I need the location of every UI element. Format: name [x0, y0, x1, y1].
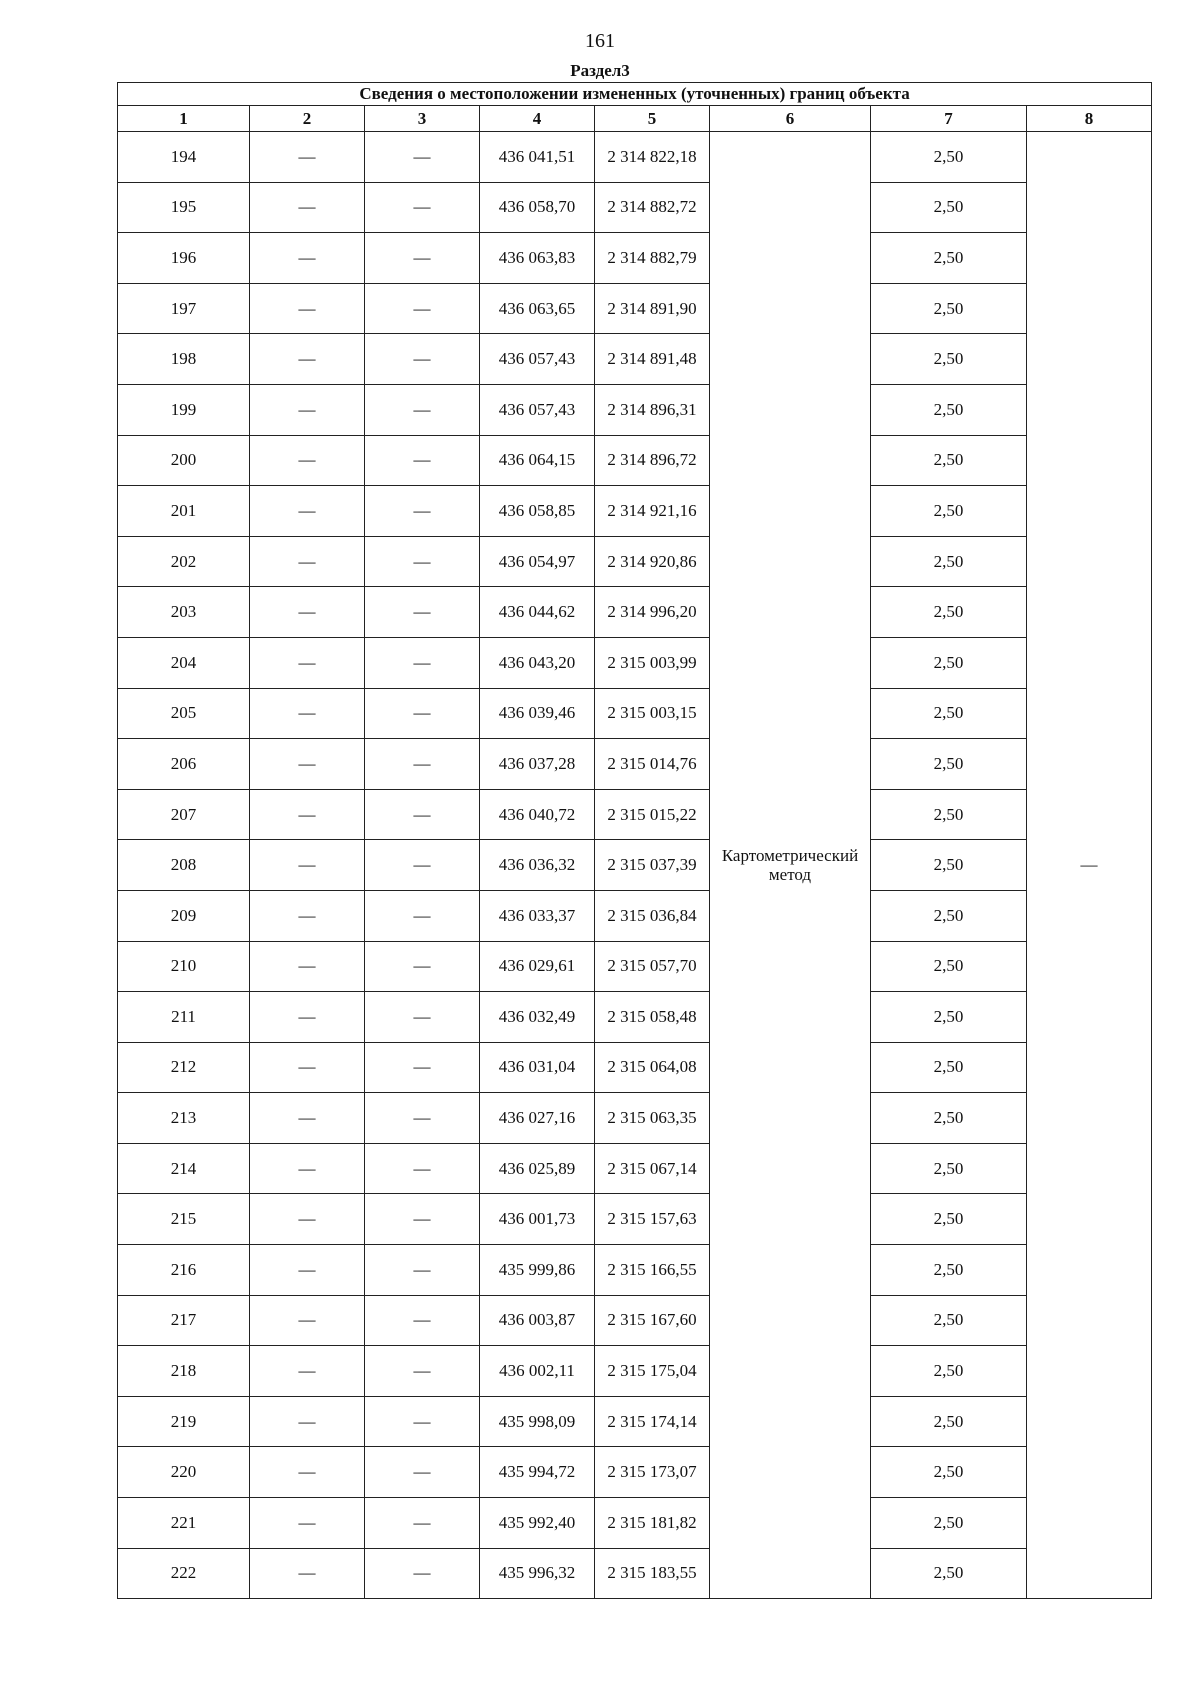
table-row: [118, 1447, 1152, 1498]
accuracy-cell: 2,50: [871, 334, 1027, 385]
column-number-5: 5: [595, 106, 710, 132]
point-number-cell: 209: [118, 890, 250, 941]
table-row: [118, 1093, 1152, 1144]
coordinate-x-cell: 435 999,86: [480, 1245, 595, 1296]
point-number-cell: 216: [118, 1245, 250, 1296]
table-row: [118, 536, 1152, 587]
table-row: [118, 283, 1152, 334]
column-3-cell: —: [365, 1245, 480, 1296]
column-3-cell: —: [365, 1498, 480, 1549]
point-number-cell: 203: [118, 587, 250, 638]
coordinate-x-cell: 436 036,32: [480, 840, 595, 891]
point-number-cell: 221: [118, 1498, 250, 1549]
column-2-cell: —: [250, 182, 365, 233]
column-3-cell: —: [365, 789, 480, 840]
accuracy-cell: 2,50: [871, 384, 1027, 435]
table-row: [118, 132, 1152, 183]
point-number-cell: 207: [118, 789, 250, 840]
coordinate-y-cell: 2 314 896,72: [595, 435, 710, 486]
point-number-cell: 205: [118, 688, 250, 739]
coordinate-y-cell: 2 315 058,48: [595, 992, 710, 1043]
coordinate-y-cell: 2 315 057,70: [595, 941, 710, 992]
column-3-cell: —: [365, 1093, 480, 1144]
coordinate-x-cell: 435 998,09: [480, 1396, 595, 1447]
coordinate-y-cell: 2 314 891,90: [595, 283, 710, 334]
accuracy-cell: 2,50: [871, 739, 1027, 790]
coordinate-x-cell: 436 057,43: [480, 334, 595, 385]
column-2-cell: —: [250, 1295, 365, 1346]
column-2-cell: —: [250, 1346, 365, 1397]
coordinate-x-cell: 436 027,16: [480, 1093, 595, 1144]
point-number-cell: 210: [118, 941, 250, 992]
table-row: [118, 688, 1152, 739]
coordinate-x-cell: 435 994,72: [480, 1447, 595, 1498]
method-cell: Картометрический метод: [710, 132, 871, 1599]
coordinate-x-cell: 436 058,70: [480, 182, 595, 233]
coordinate-y-cell: 2 315 015,22: [595, 789, 710, 840]
column-3-cell: —: [365, 739, 480, 790]
table-row: [118, 789, 1152, 840]
table-row: [118, 486, 1152, 537]
column-3-cell: —: [365, 840, 480, 891]
column-2-cell: —: [250, 890, 365, 941]
column-3-cell: —: [365, 334, 480, 385]
coordinate-x-cell: 436 002,11: [480, 1346, 595, 1397]
accuracy-cell: 2,50: [871, 1143, 1027, 1194]
column-number-7: 7: [871, 106, 1027, 132]
column-2-cell: —: [250, 992, 365, 1043]
column-2-cell: —: [250, 840, 365, 891]
column-2-cell: —: [250, 1498, 365, 1549]
coordinate-x-cell: 436 033,37: [480, 890, 595, 941]
accuracy-cell: 2,50: [871, 1042, 1027, 1093]
column-2-cell: —: [250, 536, 365, 587]
coordinate-x-cell: 436 039,46: [480, 688, 595, 739]
accuracy-cell: 2,50: [871, 1396, 1027, 1447]
accuracy-cell: 2,50: [871, 1548, 1027, 1599]
column-3-cell: —: [365, 1042, 480, 1093]
point-number-cell: 201: [118, 486, 250, 537]
table-row: [118, 1245, 1152, 1296]
coordinate-x-cell: 436 031,04: [480, 1042, 595, 1093]
coordinate-x-cell: 436 040,72: [480, 789, 595, 840]
point-number-cell: 222: [118, 1548, 250, 1599]
table-row: [118, 992, 1152, 1043]
table-row: [118, 384, 1152, 435]
accuracy-cell: 2,50: [871, 840, 1027, 891]
accuracy-cell: 2,50: [871, 789, 1027, 840]
accuracy-cell: 2,50: [871, 182, 1027, 233]
coordinate-y-cell: 2 315 173,07: [595, 1447, 710, 1498]
coordinate-y-cell: 2 315 037,39: [595, 840, 710, 891]
point-number-cell: 198: [118, 334, 250, 385]
accuracy-cell: 2,50: [871, 435, 1027, 486]
column-2-cell: —: [250, 941, 365, 992]
column-3-cell: —: [365, 688, 480, 739]
accuracy-cell: 2,50: [871, 1295, 1027, 1346]
column-number-6: 6: [710, 106, 871, 132]
section-title: Раздел3: [570, 61, 630, 80]
column-number-2: 2: [250, 106, 365, 132]
coordinate-x-cell: 436 044,62: [480, 587, 595, 638]
column-number-3: 3: [365, 106, 480, 132]
coordinate-y-cell: 2 315 181,82: [595, 1498, 710, 1549]
table-row: [118, 1295, 1152, 1346]
column-3-cell: —: [365, 992, 480, 1043]
column-3-cell: —: [365, 536, 480, 587]
accuracy-cell: 2,50: [871, 688, 1027, 739]
coordinate-x-cell: 436 029,61: [480, 941, 595, 992]
table-row: [118, 1143, 1152, 1194]
point-number-cell: 220: [118, 1447, 250, 1498]
point-number-cell: 204: [118, 637, 250, 688]
accuracy-cell: 2,50: [871, 1447, 1027, 1498]
column-2-cell: —: [250, 1042, 365, 1093]
coordinate-y-cell: 2 315 067,14: [595, 1143, 710, 1194]
coordinate-y-cell: 2 314 891,48: [595, 334, 710, 385]
accuracy-cell: 2,50: [871, 890, 1027, 941]
column-3-cell: —: [365, 1194, 480, 1245]
column-2-cell: —: [250, 587, 365, 638]
coordinate-y-cell: 2 315 036,84: [595, 890, 710, 941]
boundary-table: [117, 82, 1152, 1599]
coordinate-x-cell: 436 025,89: [480, 1143, 595, 1194]
table-caption: Сведения о местоположении измененных (уточненных) границ объекта: [118, 83, 1152, 106]
coordinate-y-cell: 2 314 921,16: [595, 486, 710, 537]
column-2-cell: —: [250, 233, 365, 284]
coordinate-x-cell: 436 043,20: [480, 637, 595, 688]
coordinate-x-cell: 436 063,83: [480, 233, 595, 284]
coordinate-y-cell: 2 314 822,18: [595, 132, 710, 183]
point-number-cell: 215: [118, 1194, 250, 1245]
coordinate-y-cell: 2 315 063,35: [595, 1093, 710, 1144]
point-number-cell: 219: [118, 1396, 250, 1447]
table-row: [118, 739, 1152, 790]
accuracy-cell: 2,50: [871, 1498, 1027, 1549]
point-number-cell: 211: [118, 992, 250, 1043]
column-2-cell: —: [250, 435, 365, 486]
accuracy-cell: 2,50: [871, 486, 1027, 537]
point-number-cell: 196: [118, 233, 250, 284]
coordinate-y-cell: 2 314 920,86: [595, 536, 710, 587]
table-row: [118, 182, 1152, 233]
column-3-cell: —: [365, 1396, 480, 1447]
coordinate-y-cell: 2 315 166,55: [595, 1245, 710, 1296]
table-row: [118, 1548, 1152, 1599]
column-number-8: 8: [1027, 106, 1152, 132]
accuracy-cell: 2,50: [871, 637, 1027, 688]
table-row: [118, 941, 1152, 992]
point-number-cell: 214: [118, 1143, 250, 1194]
table-row: [118, 587, 1152, 638]
accuracy-cell: 2,50: [871, 132, 1027, 183]
coordinate-y-cell: 2 315 014,76: [595, 739, 710, 790]
coordinate-x-cell: 436 001,73: [480, 1194, 595, 1245]
column-3-cell: —: [365, 890, 480, 941]
column-number-4: 4: [480, 106, 595, 132]
point-number-cell: 194: [118, 132, 250, 183]
column-2-cell: —: [250, 384, 365, 435]
column-3-cell: —: [365, 486, 480, 537]
coordinate-y-cell: 2 315 183,55: [595, 1548, 710, 1599]
column-3-cell: —: [365, 1143, 480, 1194]
accuracy-cell: 2,50: [871, 992, 1027, 1043]
table-row: [118, 1346, 1152, 1397]
accuracy-cell: 2,50: [871, 233, 1027, 284]
accuracy-cell: 2,50: [871, 1346, 1027, 1397]
column-2-cell: —: [250, 1093, 365, 1144]
column-2-cell: —: [250, 789, 365, 840]
table-row: [118, 637, 1152, 688]
coordinate-x-cell: 436 063,65: [480, 283, 595, 334]
coordinate-y-cell: 2 314 882,79: [595, 233, 710, 284]
table-caption-row: [118, 83, 1152, 106]
table-row: [118, 890, 1152, 941]
column-2-cell: —: [250, 1245, 365, 1296]
table-row: [118, 1194, 1152, 1245]
point-number-cell: 206: [118, 739, 250, 790]
accuracy-cell: 2,50: [871, 283, 1027, 334]
point-number-cell: 195: [118, 182, 250, 233]
accuracy-cell: 2,50: [871, 587, 1027, 638]
coordinate-x-cell: 436 003,87: [480, 1295, 595, 1346]
coordinate-y-cell: 2 315 003,99: [595, 637, 710, 688]
column-number-row: [118, 106, 1152, 132]
point-number-cell: 218: [118, 1346, 250, 1397]
page-number: 161: [585, 30, 615, 52]
column-3-cell: —: [365, 941, 480, 992]
column-8-cell: —: [1027, 132, 1152, 1599]
column-3-cell: —: [365, 435, 480, 486]
column-2-cell: —: [250, 739, 365, 790]
point-number-cell: 208: [118, 840, 250, 891]
coordinate-x-cell: 436 064,15: [480, 435, 595, 486]
point-number-cell: 217: [118, 1295, 250, 1346]
column-3-cell: —: [365, 233, 480, 284]
coordinate-x-cell: 435 996,32: [480, 1548, 595, 1599]
table-row: [118, 233, 1152, 284]
column-3-cell: —: [365, 1548, 480, 1599]
coordinate-y-cell: 2 315 064,08: [595, 1042, 710, 1093]
coordinate-x-cell: 436 058,85: [480, 486, 595, 537]
column-number-1: 1: [118, 106, 250, 132]
point-number-cell: 197: [118, 283, 250, 334]
column-2-cell: —: [250, 283, 365, 334]
coordinate-y-cell: 2 315 175,04: [595, 1346, 710, 1397]
column-3-cell: —: [365, 283, 480, 334]
column-3-cell: —: [365, 182, 480, 233]
column-2-cell: —: [250, 486, 365, 537]
coordinate-x-cell: 436 037,28: [480, 739, 595, 790]
accuracy-cell: 2,50: [871, 1245, 1027, 1296]
point-number-cell: 199: [118, 384, 250, 435]
column-2-cell: —: [250, 334, 365, 385]
coordinate-x-cell: 435 992,40: [480, 1498, 595, 1549]
point-number-cell: 213: [118, 1093, 250, 1144]
table-row: [118, 1042, 1152, 1093]
accuracy-cell: 2,50: [871, 1194, 1027, 1245]
coordinate-x-cell: 436 054,97: [480, 536, 595, 587]
column-3-cell: —: [365, 1447, 480, 1498]
coordinate-y-cell: 2 315 174,14: [595, 1396, 710, 1447]
table-row: [118, 334, 1152, 385]
point-number-cell: 202: [118, 536, 250, 587]
column-2-cell: —: [250, 1194, 365, 1245]
coordinate-y-cell: 2 315 167,60: [595, 1295, 710, 1346]
column-3-cell: —: [365, 587, 480, 638]
accuracy-cell: 2,50: [871, 1093, 1027, 1144]
column-3-cell: —: [365, 1346, 480, 1397]
column-2-cell: —: [250, 637, 365, 688]
column-2-cell: —: [250, 688, 365, 739]
column-3-cell: —: [365, 384, 480, 435]
coordinate-x-cell: 436 057,43: [480, 384, 595, 435]
column-3-cell: —: [365, 637, 480, 688]
accuracy-cell: 2,50: [871, 941, 1027, 992]
table-row: [118, 435, 1152, 486]
coordinate-y-cell: 2 314 996,20: [595, 587, 710, 638]
column-3-cell: —: [365, 1295, 480, 1346]
column-2-cell: —: [250, 1548, 365, 1599]
coordinate-x-cell: 436 041,51: [480, 132, 595, 183]
point-number-cell: 200: [118, 435, 250, 486]
coordinate-y-cell: 2 315 157,63: [595, 1194, 710, 1245]
table-row: [118, 840, 1152, 891]
column-2-cell: —: [250, 1396, 365, 1447]
column-2-cell: —: [250, 1447, 365, 1498]
accuracy-cell: 2,50: [871, 536, 1027, 587]
point-number-cell: 212: [118, 1042, 250, 1093]
column-2-cell: —: [250, 132, 365, 183]
table-row: [118, 1396, 1152, 1447]
table-row: [118, 1498, 1152, 1549]
coordinate-y-cell: 2 314 882,72: [595, 182, 710, 233]
coordinate-x-cell: 436 032,49: [480, 992, 595, 1043]
column-2-cell: —: [250, 1143, 365, 1194]
column-3-cell: —: [365, 132, 480, 183]
coordinate-y-cell: 2 314 896,31: [595, 384, 710, 435]
coordinate-y-cell: 2 315 003,15: [595, 688, 710, 739]
